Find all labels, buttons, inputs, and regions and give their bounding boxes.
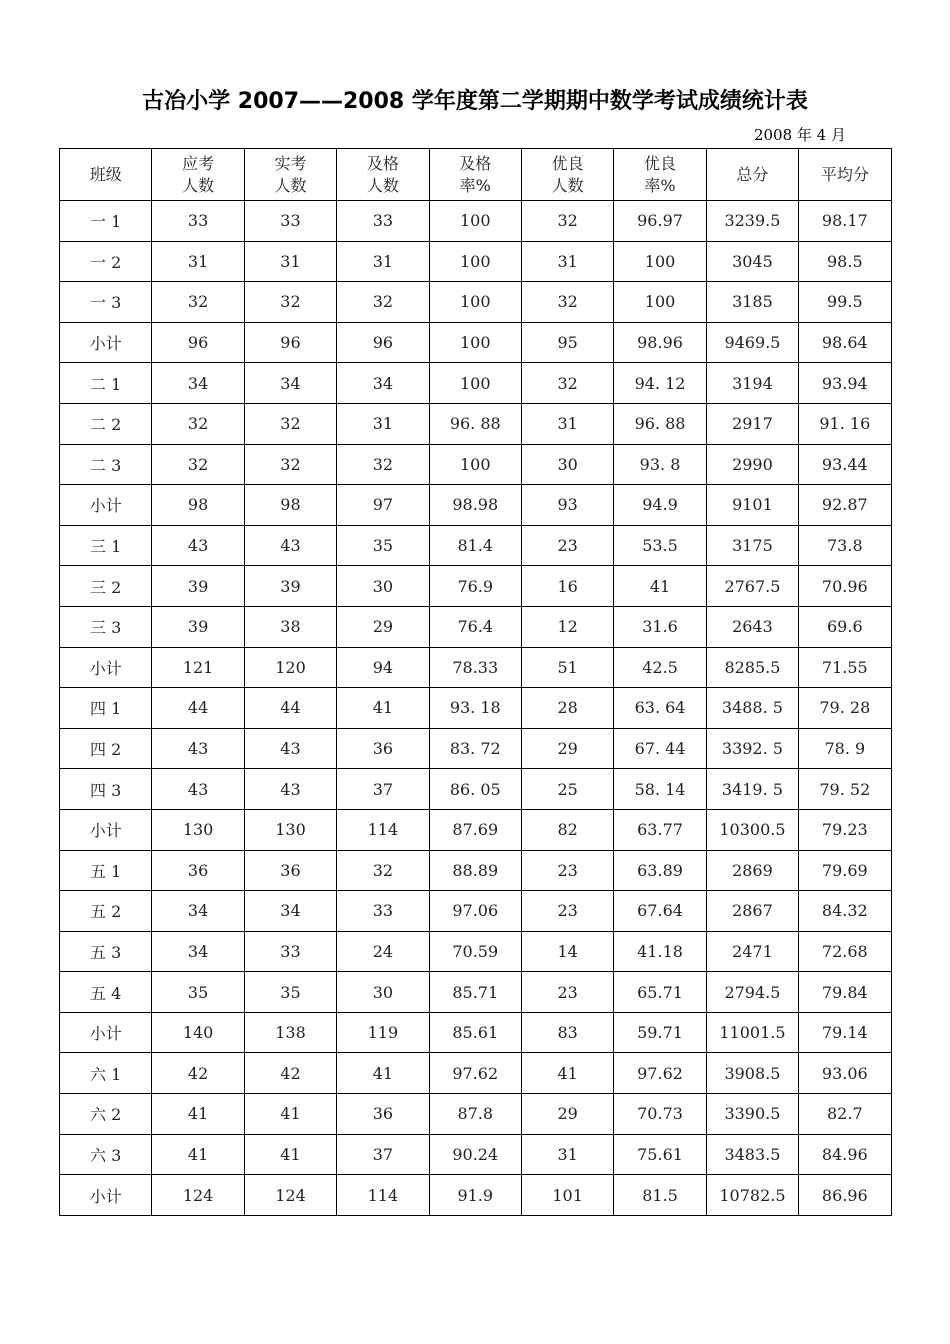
table-cell: 2917: [706, 403, 798, 444]
table-cell: 98.17: [799, 201, 891, 242]
table-cell: 43: [244, 728, 336, 769]
subtotal-row: [60, 1012, 892, 1053]
class-row: [60, 525, 892, 566]
column-header-text: 人数: [182, 175, 215, 195]
table-cell: 98.5: [799, 241, 891, 282]
table-cell: 96: [337, 322, 429, 363]
table-cell: 3908.5: [706, 1053, 798, 1094]
table-cell: 81.5: [614, 1175, 706, 1216]
table-cell: 31: [337, 241, 429, 282]
table-cell: 3488. 5: [706, 688, 798, 729]
table-cell: 32: [337, 850, 429, 891]
table-cell: 31: [521, 403, 613, 444]
table-cell: 2869: [706, 850, 798, 891]
table-cell: 82: [521, 809, 613, 850]
table-cell: 3390.5: [706, 1094, 798, 1135]
class-name-cell: 六 3: [60, 1134, 152, 1175]
table-cell: 43: [152, 769, 244, 810]
table-cell: 93. 18: [429, 688, 521, 729]
table-cell: 78.33: [429, 647, 521, 688]
table-cell: 32: [152, 444, 244, 485]
table-cell: 124: [152, 1175, 244, 1216]
column-header-text: 率%: [644, 175, 676, 195]
table-cell: 8285.5: [706, 647, 798, 688]
table-cell: 98.98: [429, 485, 521, 526]
table-cell: 37: [337, 1134, 429, 1175]
table-cell: 3419. 5: [706, 769, 798, 810]
class-name-cell: 小计: [60, 1175, 152, 1216]
table-cell: 100: [429, 282, 521, 323]
table-cell: 9469.5: [706, 322, 798, 363]
table-cell: 11001.5: [706, 1012, 798, 1053]
table-cell: 71.55: [799, 647, 891, 688]
table-cell: 35: [244, 972, 336, 1013]
table-cell: 36: [244, 850, 336, 891]
table-cell: 79.69: [799, 850, 891, 891]
class-name-cell: 二 1: [60, 363, 152, 404]
table-cell: 16: [521, 566, 613, 607]
table-cell: 95: [521, 322, 613, 363]
subtotal-row: [60, 322, 892, 363]
table-cell: 93.06: [799, 1053, 891, 1094]
class-name-cell: 二 3: [60, 444, 152, 485]
class-name-cell: 小计: [60, 1012, 152, 1053]
table-cell: 41: [244, 1134, 336, 1175]
class-name-cell: 一 1: [60, 201, 152, 242]
table-body: [60, 201, 892, 1216]
column-header: [614, 149, 706, 201]
table-cell: 67.64: [614, 891, 706, 932]
table-cell: 41: [337, 688, 429, 729]
table-cell: 85.71: [429, 972, 521, 1013]
table-cell: 34: [244, 363, 336, 404]
class-row: [60, 444, 892, 485]
column-header-text: 人数: [274, 175, 307, 195]
table-cell: 96: [152, 322, 244, 363]
class-name-cell: 六 1: [60, 1053, 152, 1094]
table-cell: 59.71: [614, 1012, 706, 1053]
table-cell: 140: [152, 1012, 244, 1053]
column-header-text: 优良: [551, 153, 584, 173]
table-cell: 87.69: [429, 809, 521, 850]
table-cell: 33: [244, 931, 336, 972]
table-cell: 3194: [706, 363, 798, 404]
table-cell: 30: [521, 444, 613, 485]
class-name-cell: 一 2: [60, 241, 152, 282]
table-cell: 76.4: [429, 606, 521, 647]
table-cell: 96. 88: [429, 403, 521, 444]
table-cell: 96.97: [614, 201, 706, 242]
table-cell: 41: [152, 1094, 244, 1135]
table-cell: 43: [152, 728, 244, 769]
table-cell: 31: [244, 241, 336, 282]
class-name-cell: 五 1: [60, 850, 152, 891]
class-row: [60, 850, 892, 891]
table-cell: 10782.5: [706, 1175, 798, 1216]
class-name-cell: 小计: [60, 322, 152, 363]
table-cell: 43: [244, 769, 336, 810]
table-cell: 28: [521, 688, 613, 729]
table-cell: 33: [152, 201, 244, 242]
class-name-cell: 四 3: [60, 769, 152, 810]
table-cell: 34: [152, 363, 244, 404]
table-cell: 98: [244, 485, 336, 526]
table-cell: 82.7: [799, 1094, 891, 1135]
page-title: 古冶小学 2007——2008 学年度第二学期期中数学考试成绩统计表: [142, 89, 808, 114]
table-cell: 98.64: [799, 322, 891, 363]
table-cell: 53.5: [614, 525, 706, 566]
table-cell: 32: [152, 282, 244, 323]
table-cell: 3045: [706, 241, 798, 282]
class-name-cell: 五 2: [60, 891, 152, 932]
table-cell: 3185: [706, 282, 798, 323]
table-cell: 100: [429, 201, 521, 242]
table-cell: 41: [521, 1053, 613, 1094]
column-header-text: 及格: [459, 153, 492, 173]
table-cell: 36: [152, 850, 244, 891]
table-cell: 100: [429, 322, 521, 363]
table-cell: 32: [244, 403, 336, 444]
table-cell: 2867: [706, 891, 798, 932]
table-cell: 41: [614, 566, 706, 607]
column-header-text: 班级: [89, 164, 122, 184]
table-cell: 92.87: [799, 485, 891, 526]
table-cell: 14: [521, 931, 613, 972]
class-name-cell: 小计: [60, 485, 152, 526]
table-cell: 35: [337, 525, 429, 566]
table-cell: 2767.5: [706, 566, 798, 607]
table-cell: 34: [244, 891, 336, 932]
column-header: [244, 149, 336, 201]
table-cell: 101: [521, 1175, 613, 1216]
class-name-cell: 三 1: [60, 525, 152, 566]
table-cell: 94. 12: [614, 363, 706, 404]
subtotal-row: [60, 647, 892, 688]
table-cell: 51: [521, 647, 613, 688]
class-row: [60, 688, 892, 729]
table-cell: 32: [521, 201, 613, 242]
table-cell: 44: [244, 688, 336, 729]
column-header-text: 平均分: [820, 164, 869, 184]
table-cell: 32: [244, 444, 336, 485]
class-name-cell: 一 3: [60, 282, 152, 323]
table-cell: 94.9: [614, 485, 706, 526]
table-cell: 100: [614, 241, 706, 282]
class-row: [60, 728, 892, 769]
table-cell: 3175: [706, 525, 798, 566]
table-cell: 3392. 5: [706, 728, 798, 769]
class-name-cell: 六 2: [60, 1094, 152, 1135]
table-cell: 91. 16: [799, 403, 891, 444]
table-cell: 23: [521, 850, 613, 891]
table-cell: 97.62: [614, 1053, 706, 1094]
table-cell: 39: [244, 566, 336, 607]
column-header-text: 应考: [182, 153, 215, 173]
table-cell: 29: [337, 606, 429, 647]
column-header: [337, 149, 429, 201]
table-cell: 97.62: [429, 1053, 521, 1094]
table-cell: 10300.5: [706, 809, 798, 850]
table-cell: 31: [521, 241, 613, 282]
table-cell: 41: [152, 1134, 244, 1175]
column-header: [521, 149, 613, 201]
table-cell: 39: [152, 606, 244, 647]
class-name-cell: 三 2: [60, 566, 152, 607]
table-cell: 58. 14: [614, 769, 706, 810]
table-cell: 42: [244, 1053, 336, 1094]
table-cell: 85.61: [429, 1012, 521, 1053]
table-cell: 2794.5: [706, 972, 798, 1013]
table-cell: 96: [244, 322, 336, 363]
column-header-text: 优良: [644, 153, 677, 173]
table-cell: 32: [521, 363, 613, 404]
table-cell: 79.84: [799, 972, 891, 1013]
class-name-cell: 小计: [60, 647, 152, 688]
table-cell: 63.89: [614, 850, 706, 891]
table-cell: 41.18: [614, 931, 706, 972]
table-cell: 23: [521, 972, 613, 1013]
column-header-text: 人数: [551, 175, 584, 195]
table-cell: 42: [152, 1053, 244, 1094]
column-header: [706, 149, 798, 201]
table-cell: 130: [152, 809, 244, 850]
table-cell: 30: [337, 972, 429, 1013]
table-cell: 43: [152, 525, 244, 566]
class-name-cell: 四 1: [60, 688, 152, 729]
table-cell: 79. 28: [799, 688, 891, 729]
column-header: [799, 149, 891, 201]
class-row: [60, 363, 892, 404]
table-cell: 3483.5: [706, 1134, 798, 1175]
column-header-text: 总分: [736, 164, 769, 184]
class-name-cell: 三 3: [60, 606, 152, 647]
table-cell: 114: [337, 809, 429, 850]
class-name-cell: 四 2: [60, 728, 152, 769]
table-cell: 124: [244, 1175, 336, 1216]
class-row: [60, 606, 892, 647]
table-cell: 41: [337, 1053, 429, 1094]
table-cell: 34: [152, 931, 244, 972]
report-date: 2008 年 4 月: [753, 126, 846, 144]
table-cell: 31: [152, 241, 244, 282]
table-cell: 70.59: [429, 931, 521, 972]
table-cell: 100: [614, 282, 706, 323]
table-cell: 86.96: [799, 1175, 891, 1216]
subtotal-row: [60, 809, 892, 850]
table-cell: 33: [337, 891, 429, 932]
table-cell: 41: [244, 1094, 336, 1135]
class-row: [60, 403, 892, 444]
table-cell: 98: [152, 485, 244, 526]
table-cell: 39: [152, 566, 244, 607]
table-cell: 130: [244, 809, 336, 850]
table-cell: 97.06: [429, 891, 521, 932]
table-cell: 25: [521, 769, 613, 810]
table-cell: 86. 05: [429, 769, 521, 810]
table-cell: 32: [152, 403, 244, 444]
class-name-cell: 二 2: [60, 403, 152, 444]
class-row: [60, 566, 892, 607]
table-cell: 99.5: [799, 282, 891, 323]
table-cell: 114: [337, 1175, 429, 1216]
table-cell: 23: [521, 891, 613, 932]
table-cell: 121: [152, 647, 244, 688]
table-cell: 93. 8: [614, 444, 706, 485]
table-cell: 38: [244, 606, 336, 647]
table-cell: 120: [244, 647, 336, 688]
table-cell: 70.96: [799, 566, 891, 607]
table-cell: 33: [244, 201, 336, 242]
table-cell: 63. 64: [614, 688, 706, 729]
table-cell: 84.96: [799, 1134, 891, 1175]
column-header-text: 率%: [459, 175, 491, 195]
class-row: [60, 1094, 892, 1135]
class-row: [60, 1134, 892, 1175]
table-cell: 31: [521, 1134, 613, 1175]
table-cell: 42.5: [614, 647, 706, 688]
table-cell: 34: [337, 363, 429, 404]
table-cell: 3239.5: [706, 201, 798, 242]
table-cell: 32: [337, 282, 429, 323]
table-cell: 72.68: [799, 931, 891, 972]
table-cell: 9101: [706, 485, 798, 526]
table-cell: 84.32: [799, 891, 891, 932]
subtotal-row: [60, 485, 892, 526]
table-cell: 96. 88: [614, 403, 706, 444]
table-cell: 75.61: [614, 1134, 706, 1175]
table-cell: 67. 44: [614, 728, 706, 769]
table-cell: 31.6: [614, 606, 706, 647]
class-row: [60, 769, 892, 810]
table-cell: 93.94: [799, 363, 891, 404]
table-cell: 94: [337, 647, 429, 688]
column-header-text: 及格: [366, 153, 399, 173]
table-cell: 12: [521, 606, 613, 647]
column-header: [152, 149, 244, 201]
table-cell: 79.23: [799, 809, 891, 850]
table-cell: 31: [337, 403, 429, 444]
table-cell: 87.8: [429, 1094, 521, 1135]
table-cell: 36: [337, 1094, 429, 1135]
column-header-text: 实考: [274, 153, 307, 173]
table-cell: 83. 72: [429, 728, 521, 769]
table-cell: 36: [337, 728, 429, 769]
table-cell: 32: [244, 282, 336, 323]
class-name-cell: 小计: [60, 809, 152, 850]
table-cell: 93.44: [799, 444, 891, 485]
table-cell: 83: [521, 1012, 613, 1053]
table-cell: 138: [244, 1012, 336, 1053]
table-cell: 76.9: [429, 566, 521, 607]
table-cell: 2990: [706, 444, 798, 485]
table-cell: 37: [337, 769, 429, 810]
table-cell: 90.24: [429, 1134, 521, 1175]
class-name-cell: 五 3: [60, 931, 152, 972]
class-row: [60, 1053, 892, 1094]
table-cell: 88.89: [429, 850, 521, 891]
score-statistics-table: [59, 148, 892, 1216]
table-cell: 93: [521, 485, 613, 526]
table-cell: 35: [152, 972, 244, 1013]
table-cell: 97: [337, 485, 429, 526]
table-cell: 81.4: [429, 525, 521, 566]
subtotal-row: [60, 1175, 892, 1216]
table-cell: 44: [152, 688, 244, 729]
table-cell: 119: [337, 1012, 429, 1053]
table-cell: 65.71: [614, 972, 706, 1013]
table-cell: 43: [244, 525, 336, 566]
table-header-row: [60, 149, 892, 201]
class-row: [60, 201, 892, 242]
table-cell: 29: [521, 1094, 613, 1135]
table-cell: 100: [429, 444, 521, 485]
table-cell: 69.6: [799, 606, 891, 647]
table-cell: 100: [429, 363, 521, 404]
column-header: [429, 149, 521, 201]
table-cell: 30: [337, 566, 429, 607]
table-cell: 79.14: [799, 1012, 891, 1053]
table-cell: 33: [337, 201, 429, 242]
table-cell: 78. 9: [799, 728, 891, 769]
column-header-text: 人数: [366, 175, 399, 195]
table-cell: 98.96: [614, 322, 706, 363]
table-cell: 24: [337, 931, 429, 972]
class-row: [60, 891, 892, 932]
table-cell: 73.8: [799, 525, 891, 566]
table-cell: 79. 52: [799, 769, 891, 810]
table-cell: 91.9: [429, 1175, 521, 1216]
table-cell: 2471: [706, 931, 798, 972]
class-row: [60, 241, 892, 282]
table-cell: 23: [521, 525, 613, 566]
table-cell: 2643: [706, 606, 798, 647]
table-cell: 63.77: [614, 809, 706, 850]
table-cell: 70.73: [614, 1094, 706, 1135]
table-cell: 32: [337, 444, 429, 485]
class-name-cell: 五 4: [60, 972, 152, 1013]
table-cell: 34: [152, 891, 244, 932]
table-cell: 29: [521, 728, 613, 769]
table-cell: 100: [429, 241, 521, 282]
table-cell: 32: [521, 282, 613, 323]
class-row: [60, 972, 892, 1013]
class-row: [60, 282, 892, 323]
class-row: [60, 931, 892, 972]
column-header: [60, 149, 152, 201]
